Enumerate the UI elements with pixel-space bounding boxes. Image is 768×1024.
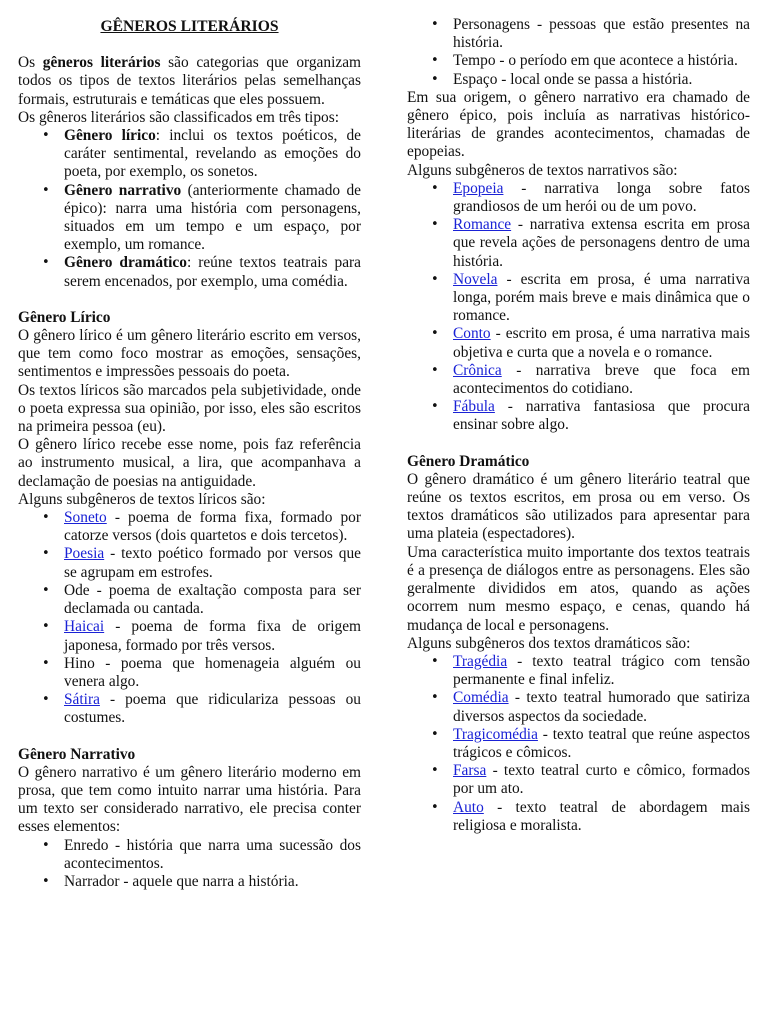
- item-description: Hino - poema que homenageia alguém ou venera algo.: [64, 654, 361, 690]
- list-item: • Tempo - o período em que acontece a história.: [453, 52, 750, 70]
- link-epopeia[interactable]: Epopeia: [453, 179, 504, 197]
- list-item: • Personagens - pessoas que estão presentes na história.: [453, 16, 750, 52]
- item-description: - narrativa breve que foca em acontecimentos do cotidiano.: [453, 361, 750, 398]
- list-item: [64, 691, 361, 727]
- list-item: [453, 216, 750, 271]
- link-satira[interactable]: Sátira: [64, 691, 100, 709]
- section-heading-dramatico: Gênero Dramático: [407, 452, 530, 470]
- item-description: - narrativa longa sobre fatos grandiosos de um herói ou de um povo.: [453, 179, 750, 216]
- genre-description: : inclui os textos poéticos, de caráter sentimental, revelando as emoções do poeta, por exemplo, os sonetos.: [64, 127, 361, 181]
- list-item: [453, 398, 750, 434]
- item-description: - narrativa extensa escrita em prosa que revela ações de personagens dentro de uma história.: [453, 216, 750, 270]
- list-item: [64, 582, 361, 618]
- link-soneto[interactable]: Soneto: [64, 509, 107, 527]
- list-item: [453, 726, 750, 762]
- left-column: [18, 14, 361, 1024]
- item-description: - narrativa fantasiosa que procura ensinar sobre algo.: [453, 398, 750, 434]
- list-item: [453, 325, 750, 361]
- lirico-subgenres-list: [18, 509, 361, 727]
- link-novela[interactable]: Novela: [453, 270, 498, 288]
- genre-term: Gênero dramático: [64, 254, 187, 272]
- link-haicai[interactable]: Haicai: [64, 618, 105, 636]
- link-tragicomedia[interactable]: Tragicomédia: [453, 725, 538, 743]
- intro-paragraph: [18, 54, 361, 109]
- list-item: [64, 254, 361, 290]
- item-description: - texto teatral de abordagem mais religiosa e moralista.: [453, 798, 750, 834]
- list-item: [453, 799, 750, 835]
- link-auto[interactable]: Auto: [453, 798, 484, 816]
- list-item: [64, 545, 361, 581]
- list-item: [64, 127, 361, 182]
- list-item: • Enredo - história que narra uma sucessão dos acontecimentos.: [64, 837, 361, 873]
- link-tragedia[interactable]: Tragédia: [453, 652, 508, 670]
- genre-types-list: [18, 127, 361, 291]
- item-description: Ode - poema de exaltação composta para ser declamada ou cantada.: [64, 581, 361, 618]
- paragraph: Uma característica muito importante dos textos teatrais é a presença de diálogos entre as personagens. Eles são geralmente divididos em atos, quando as ações ocorrem num mesmo espaço, e cenas, quando há mudança de local e personagens.: [407, 543, 750, 634]
- list-item: [453, 180, 750, 216]
- narrativo-elements-list-a: [18, 837, 361, 892]
- right-column: [407, 14, 750, 1024]
- link-poesia[interactable]: Poesia: [64, 545, 105, 563]
- link-farsa[interactable]: Farsa: [453, 762, 487, 780]
- item-description: - texto teatral trágico com tensão permanente e final infeliz.: [453, 652, 750, 689]
- item-description: - texto teatral humorado que satiriza diversos aspectos da sociedade.: [453, 689, 750, 725]
- item-description: - texto poético formado por versos que se agrupam em estrofes.: [64, 545, 361, 581]
- paragraph: O gênero lírico é um gênero literário escrito em versos, que tem como foco mostrar as emoções, sensações, sentimentos e impressões pessoais do poeta.: [18, 327, 361, 381]
- item-description: - poema que ridiculariza pessoas ou costumes.: [64, 691, 361, 727]
- dramatico-subgenres-list: [407, 653, 750, 835]
- paragraph: Em sua origem, o gênero narrativo era chamado de gênero épico, pois incluía as narrativas histórico-literárias de grandes acontecimentos, chamadas de epopeias.: [407, 88, 750, 161]
- paragraph: O gênero dramático é um gênero literário teatral que reúne os textos escritos, em prosa ou em verso. Os textos dramáticos são utilizados para apresentar para uma plateia (espectadores).: [407, 470, 750, 543]
- list-item: [453, 762, 750, 798]
- list-item: [453, 362, 750, 398]
- intro-text-end: são categorias que organizam todos os tipos de textos literários pelas semelhanças formais, estruturais e temáticas que eles possuem.: [18, 54, 361, 108]
- list-item: [64, 182, 361, 255]
- list-item: • Espaço - local onde se passa a história.: [453, 71, 750, 89]
- list-item: [64, 618, 361, 654]
- intro-bold-term: gêneros literários: [42, 54, 161, 72]
- link-comedia[interactable]: Comédia: [453, 689, 509, 707]
- list-item: [453, 689, 750, 725]
- link-fabula[interactable]: Fábula: [453, 398, 495, 416]
- genre-term: Gênero lírico: [64, 127, 156, 145]
- narrativo-elements-list-b: [407, 16, 750, 89]
- genre-description: (anteriormente chamado de épico): narra uma história com personagens, situados em um tempo e um espaço, por exemplo, um romance.: [64, 181, 361, 254]
- item-description: - poema de forma fixa de origem japonesa, formado por três versos.: [64, 618, 361, 654]
- item-description: - escrita em prosa, é uma narrativa longa, porém mais breve e mais dinâmica que o romance.: [453, 270, 750, 325]
- list-item: [64, 509, 361, 545]
- genre-description: : reúne textos teatrais para serem encenados, por exemplo, uma comédia.: [64, 254, 361, 290]
- item-description: - texto teatral que reúne aspectos trágicos e cômicos.: [453, 725, 750, 761]
- link-conto[interactable]: Conto: [453, 325, 491, 343]
- link-romance[interactable]: Romance: [453, 216, 512, 234]
- list-item: • Narrador - aquele que narra a história.: [64, 873, 361, 891]
- list-item: [64, 655, 361, 691]
- list-item: [453, 653, 750, 689]
- section-heading-lirico: Gênero Lírico: [18, 308, 111, 326]
- page-title: GÊNEROS LITERÁRIOS: [100, 18, 279, 35]
- item-description: - escrito em prosa, é uma narrativa mais objetiva e curta que a novela e o romance.: [453, 325, 750, 361]
- paragraph: Alguns subgêneros de textos líricos são:: [18, 490, 266, 508]
- narrativo-subgenres-list: [407, 180, 750, 435]
- paragraph: Alguns subgêneros de textos narrativos são:: [407, 161, 678, 179]
- paragraph: Os textos líricos são marcados pela subjetividade, onde o poeta expressa sua opinião, por isso, eles são escritos na primeira pessoa (eu).: [18, 381, 361, 436]
- link-cronica[interactable]: Crônica: [453, 361, 502, 379]
- list-item: [453, 271, 750, 326]
- item-description: - poema de forma fixa, formado por catorze versos (dois quartetos e dois tercetos).: [64, 509, 361, 545]
- genre-term: Gênero narrativo: [64, 181, 182, 199]
- intro-classification: Os gêneros literários são classificados em três tipos:: [18, 108, 339, 126]
- paragraph: O gênero lírico recebe esse nome, pois faz referência ao instrumento musical, a lira, que acompanhava a declamação de poesias na antiguidade.: [18, 436, 361, 490]
- paragraph: O gênero narrativo é um gênero literário moderno em prosa, que tem como intuito narrar uma história. Para um texto ser considerado narrativo, ele precisa conter esses elementos:: [18, 763, 361, 836]
- paragraph: Alguns subgêneros dos textos dramáticos são:: [407, 634, 691, 652]
- item-description: - texto teatral curto e cômico, formados por um ato.: [453, 762, 750, 798]
- intro-text-start: Os: [18, 54, 43, 72]
- section-heading-narrativo: Gênero Narrativo: [18, 745, 136, 763]
